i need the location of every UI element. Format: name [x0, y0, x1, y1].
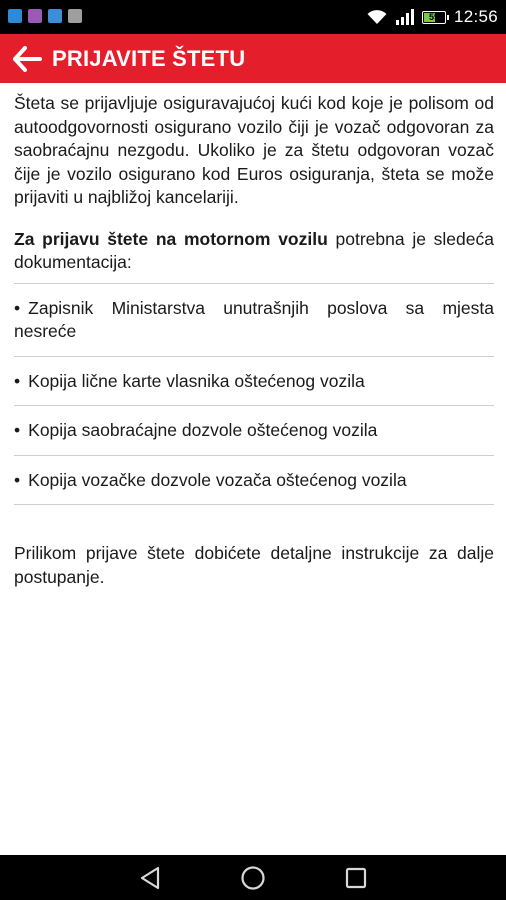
intro-paragraph: Šteta se prijavljuje osiguravajućoj kući kod koje je polisom od autoodgovornosti osigurano vozilo čiji je vozač odgovoran za saobraćajnu nezgodu. Ukoliko je za štetu odgovoran vozač čije je vozilo osigurano kod Euros osiguranja, šteta se može prijaviti u najbližoj kancelariji. [14, 93, 494, 207]
image-icon [68, 9, 82, 23]
list-item [14, 406, 494, 456]
notification-icons [8, 9, 82, 23]
bullet: • [14, 297, 21, 318]
list-item-text: Kopija saobraćajne dozvole oštećenog vozila [28, 420, 378, 440]
home-circle-icon [240, 865, 266, 891]
wifi-icon [366, 9, 388, 25]
recents-square-icon [345, 867, 367, 889]
navigation-bar [0, 855, 506, 900]
status-bar [0, 0, 506, 34]
page-title: PRIJAVITE ŠTETU [52, 46, 246, 71]
clock: 12:56 [453, 7, 498, 26]
list-item-text: Zapisnik Ministarstva unutrašnjih poslova sa mjesta nesreće [14, 297, 494, 341]
arrow-left-icon [12, 46, 42, 72]
list-item [14, 357, 494, 407]
app-icon [8, 9, 22, 23]
back-button[interactable] [8, 40, 46, 78]
bullet: • [14, 469, 21, 490]
list-item [14, 284, 494, 357]
nav-home-button[interactable] [238, 863, 268, 893]
app-icon [28, 9, 42, 23]
main-content [14, 92, 494, 589]
list-item [14, 456, 494, 506]
documents-list [14, 283, 494, 506]
bullet: • [14, 370, 21, 391]
battery-level: 59 [428, 11, 439, 22]
requirements-paragraph [14, 228, 494, 275]
cell-signal-icon [396, 9, 414, 25]
battery-icon [422, 11, 446, 24]
system-status [366, 6, 498, 28]
list-item-text: Kopija lične karte vlasnika oštećenog vozila [28, 370, 365, 391]
nav-recents-button[interactable] [341, 863, 371, 893]
requirements-bold-text: Za prijavu štete na motornom vozilu [14, 228, 328, 249]
list-item-text: Kopija vozačke dozvole vozača oštećenog vozila [28, 469, 407, 490]
bullet: • [14, 420, 21, 440]
back-triangle-icon [139, 866, 161, 890]
closing-paragraph: Prilikom prijave štete dobićete detaljne instrukcije za dalje postupanje. [14, 543, 494, 587]
nav-back-button[interactable] [135, 863, 165, 893]
app-bar [0, 34, 506, 83]
requirements-text: potrebna je sledeća dokumentacija: [14, 228, 494, 272]
twitter-icon [48, 9, 62, 23]
